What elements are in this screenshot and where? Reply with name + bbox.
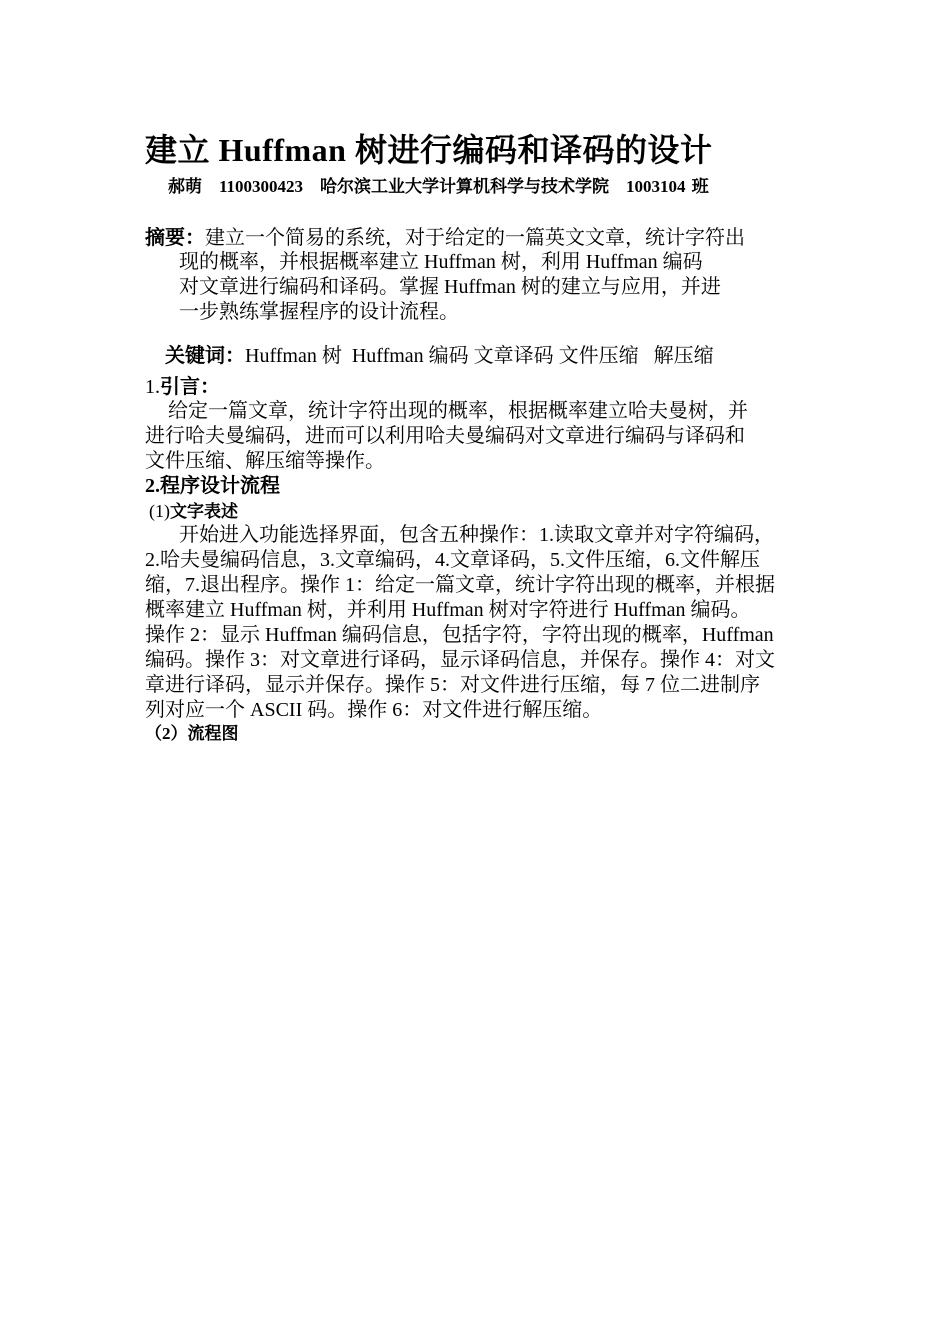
subsection-1-title: 文字表述 xyxy=(170,502,238,521)
section-1-heading xyxy=(145,377,220,397)
section-2-line-2: 2.哈夫曼编码信息，3.文章编码，4.文章译码，5.文件压缩，6.文件解压 xyxy=(145,549,760,571)
section-2-heading: 2.程序设计流程 xyxy=(145,475,280,497)
section-2-line-3: 缩，7.退出程序。操作 1：给定一篇文章，统计字符出现的概率，并根据 xyxy=(145,574,775,596)
keywords-label: 关键词： xyxy=(165,345,245,367)
document-title: 建立 Huffman 树进行编码和译码的设计 xyxy=(145,132,713,168)
subsection-2-heading: （2）流程图 xyxy=(145,724,239,743)
section-1-line-3: 文件压缩、解压缩等操作。 xyxy=(145,450,385,472)
abstract-line-4: 一步熟练掌握程序的设计流程。 xyxy=(179,301,459,323)
section-2-line-1: 开始进入功能选择界面，包含五种操作：1.读取文章并对字符编码， xyxy=(179,524,774,546)
section-2-line-8: 列对应一个 ASCII 码。操作 6：对文件进行解压缩。 xyxy=(145,699,603,721)
subsection-1-number: (1) xyxy=(149,501,170,521)
section-2-line-5: 操作 2：显示 Huffman 编码信息，包括字符，字符出现的概率，Huffman xyxy=(145,624,774,646)
abstract-line-3: 对文章进行编码和译码。掌握 Huffman 树的建立与应用，并进 xyxy=(179,276,721,298)
abstract-text-1: 建立一个简易的系统，对于给定的一篇英文文章，统计字符出 xyxy=(205,227,745,249)
section-1-line-1: 给定一篇文章，统计字符出现的概率，根据概率建立哈夫曼树，并 xyxy=(168,400,748,422)
section-2-line-7: 章进行译码，显示并保存。操作 5：对文件进行压缩，每 7 位二进制序 xyxy=(145,674,760,696)
subsection-1-heading xyxy=(149,502,238,520)
keywords-line xyxy=(145,326,714,386)
abstract-line-2: 现的概率，并根据概率建立 Huffman 树，利用 Huffman 编码 xyxy=(179,251,703,273)
section-2-line-6: 编码。操作 3：对文章进行译码，显示译码信息，并保存。操作 4：对文 xyxy=(145,649,775,671)
section-1-title: 引言： xyxy=(160,376,220,398)
section-1-line-2: 进行哈夫曼编码，进而可以利用哈夫曼编码对文章进行编码与译码和 xyxy=(145,425,745,447)
keywords-text: Huffman 树 Huffman 编码 文章译码 文件压缩 解压缩 xyxy=(245,345,714,367)
abstract-line-1 xyxy=(145,228,745,248)
abstract-label: 摘要： xyxy=(145,227,205,249)
section-2-line-4: 概率建立 Huffman 树，并利用 Huffman 树对字符进行 Huffman 编码。 xyxy=(145,599,751,621)
section-1-number: 1. xyxy=(145,376,160,398)
author-line: 郝萌 1100300423 哈尔滨工业大学计算机科学与技术学院 1003104 班 xyxy=(168,177,709,196)
